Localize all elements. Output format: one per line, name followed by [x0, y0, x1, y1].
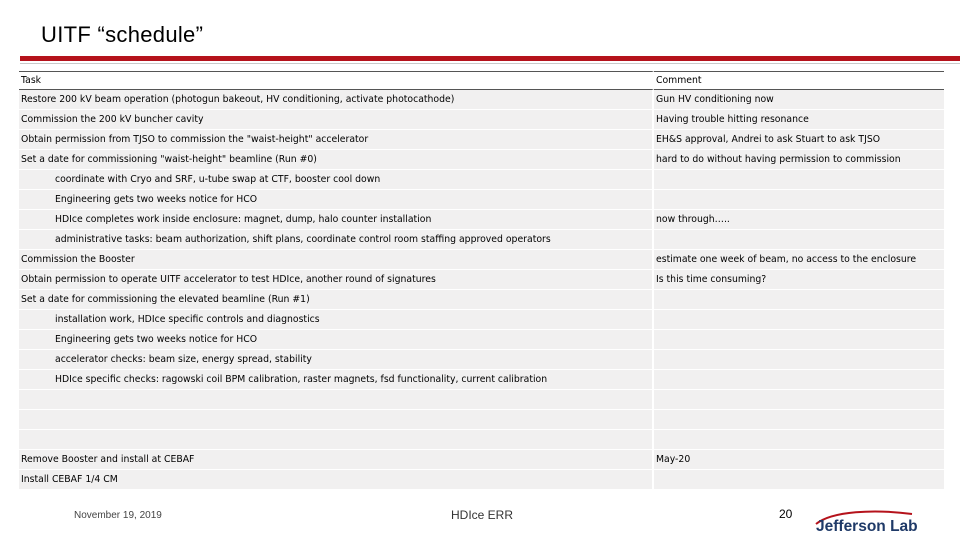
table-header-row [19, 71, 944, 90]
task-cell: accelerator checks: beam size, energy spread, stability [19, 350, 654, 370]
comment-cell [654, 170, 944, 190]
table-row [19, 350, 944, 370]
table-row [19, 430, 944, 450]
table-row [19, 310, 944, 330]
comment-cell [654, 290, 944, 310]
table-row [19, 410, 944, 430]
table-row [19, 190, 944, 210]
task-cell: Engineering gets two weeks notice for HCO [19, 190, 654, 210]
task-cell: Set a date for commissioning "waist-height" beamline (Run #0) [19, 150, 654, 170]
jefferson-lab-logo [814, 508, 926, 534]
comment-cell: EH&S approval, Andrei to ask Stuart to ask TJSO [654, 130, 944, 150]
task-cell: Commission the 200 kV buncher cavity [19, 110, 654, 130]
table-row [19, 130, 944, 150]
header-comment: Comment [654, 71, 944, 90]
header-task: Task [19, 71, 654, 90]
task-cell [19, 430, 654, 450]
task-cell [19, 390, 654, 410]
task-cell: HDIce specific checks: ragowski coil BPM calibration, raster magnets, fsd functionality, current calibration [19, 370, 654, 390]
comment-cell: Gun HV conditioning now [654, 90, 944, 110]
table-row [19, 330, 944, 350]
table-row [19, 170, 944, 190]
comment-cell: now through….. [654, 210, 944, 230]
task-cell: coordinate with Cryo and SRF, u-tube swap at CTF, booster cool down [19, 170, 654, 190]
table-row [19, 250, 944, 270]
comment-cell [654, 410, 944, 430]
task-cell: Obtain permission to operate UITF accelerator to test HDIce, another round of signatures [19, 270, 654, 290]
comment-cell [654, 330, 944, 350]
table-row [19, 450, 944, 470]
comment-cell [654, 350, 944, 370]
comment-cell: Having trouble hitting resonance [654, 110, 944, 130]
table-row [19, 150, 944, 170]
table-row [19, 110, 944, 130]
comment-cell: hard to do without having permission to commission [654, 150, 944, 170]
table-row [19, 390, 944, 410]
task-cell: administrative tasks: beam authorization, shift plans, coordinate control room staffing approved operators [19, 230, 654, 250]
task-cell: Set a date for commissioning the elevated beamline (Run #1) [19, 290, 654, 310]
table-row [19, 470, 944, 490]
comment-cell [654, 230, 944, 250]
title-divider [20, 56, 960, 61]
schedule-table [19, 71, 944, 490]
table-row [19, 90, 944, 110]
table-row [19, 210, 944, 230]
comment-cell [654, 370, 944, 390]
task-cell: Engineering gets two weeks notice for HCO [19, 330, 654, 350]
table-row [19, 230, 944, 250]
task-cell: Obtain permission from TJSO to commission the "waist-height" accelerator [19, 130, 654, 150]
page-number: 20 [779, 507, 793, 521]
comment-cell [654, 190, 944, 210]
comment-cell [654, 390, 944, 410]
footer-date: November 19, 2019 [74, 510, 162, 521]
table-row [19, 290, 944, 310]
task-cell: installation work, HDIce specific controls and diagnostics [19, 310, 654, 330]
comment-cell: estimate one week of beam, no access to the enclosure [654, 250, 944, 270]
task-cell: Commission the Booster [19, 250, 654, 270]
comment-cell [654, 470, 944, 490]
task-cell: Remove Booster and install at CEBAF [19, 450, 654, 470]
table-row [19, 370, 944, 390]
footer-title: HDIce ERR [451, 508, 514, 522]
logo-text: Jefferson Lab [816, 518, 918, 534]
slide-title: UITF “schedule” [41, 22, 204, 47]
task-cell: Install CEBAF 1/4 CM [19, 470, 654, 490]
table-row [19, 270, 944, 290]
comment-cell: May-20 [654, 450, 944, 470]
comment-cell [654, 430, 944, 450]
task-cell [19, 410, 654, 430]
comment-cell: Is this time consuming? [654, 270, 944, 290]
task-cell: Restore 200 kV beam operation (photogun bakeout, HV conditioning, activate photocathode) [19, 90, 654, 110]
comment-cell [654, 310, 944, 330]
title-underline [20, 63, 960, 64]
task-cell: HDIce completes work inside enclosure: magnet, dump, halo counter installation [19, 210, 654, 230]
